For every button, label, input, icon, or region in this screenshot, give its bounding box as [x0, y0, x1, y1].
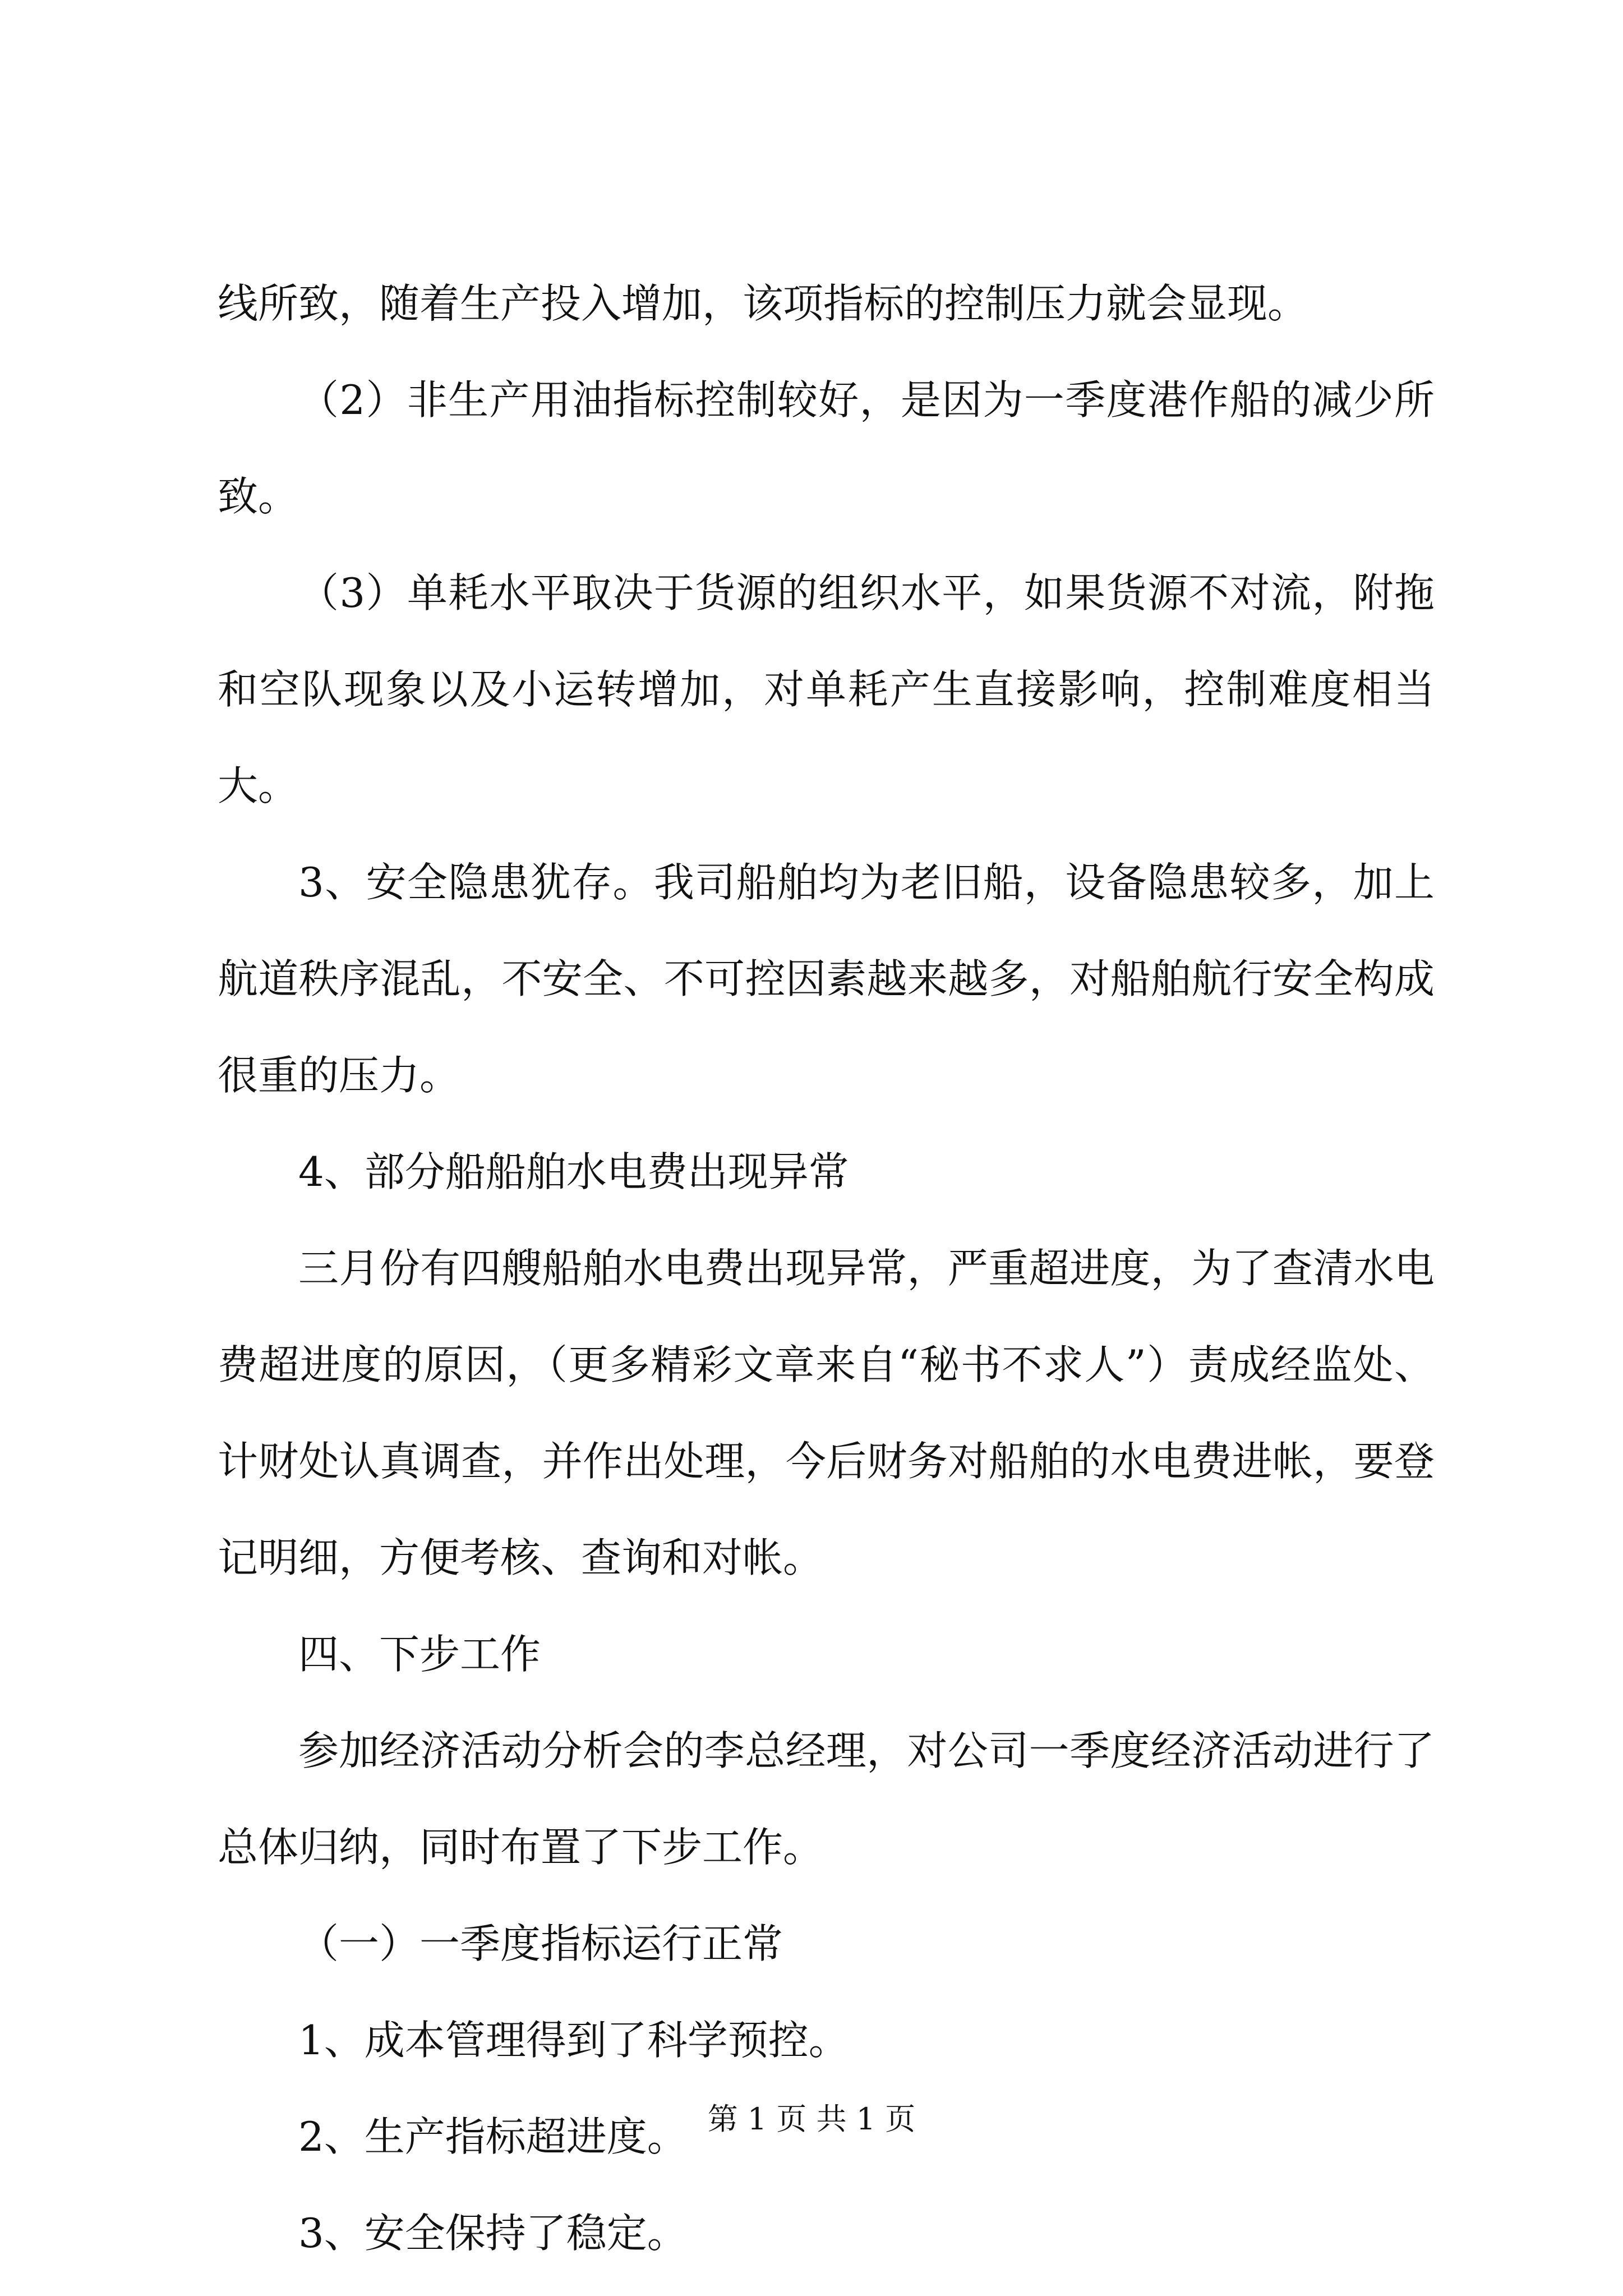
list-item-3: 3、安全保持了稳定。 — [298, 2210, 688, 2257]
paragraph-3: （3）单耗水平取决于货源的组织水平，如果货源不对流，附拖和空队现象以及小运转增加，对单耗产生直接影响，控制难度相当大。 — [218, 569, 1435, 809]
paragraph-8: 参加经济活动分析会的李总经理，对公司一季度经济活动进行了总体归纳，同时布置了下步工作。 — [218, 1727, 1435, 1871]
subsection-heading: （一）一季度指标运行正常 — [298, 1920, 783, 1967]
paragraph-2: （2）非生产用油指标控制较好，是因为一季度港作船的减少所致。 — [218, 376, 1435, 520]
paragraph-4: 3、安全隐患犹存。我司船舶均为老旧船，设备隐患较多，加上航道秩序混乱，不安全、不可控因素越来越多，对船舶航行安全构成很重的压力。 — [218, 859, 1435, 1099]
document-body — [218, 255, 1435, 2281]
paragraph-6: 三月份有四艘船舶水电费出现异常，严重超进度，为了查清水电费超进度的原因，（更多精彩文章来自“秘书不求人”）责成经监处、计财处认真调查，并作出处理，今后财务对船舶的水电费进帐，要登记明细，方便考核、查询和对帐。 — [218, 1245, 1435, 1581]
paragraph-1: 线所致，随着生产投入增加，该项指标的控制压力就会显现。 — [218, 280, 1308, 327]
section-heading: 四、下步工作 — [298, 1631, 541, 1678]
list-item-1: 1、成本管理得到了科学预控。 — [298, 2017, 849, 2064]
list-item-2: 2、生产指标超进度。 — [298, 2113, 688, 2160]
page-footer: 第 1 页 共 1 页 — [707, 2101, 916, 2137]
paragraph-5: 4、部分船船舶水电费出现异常 — [298, 1148, 849, 1195]
